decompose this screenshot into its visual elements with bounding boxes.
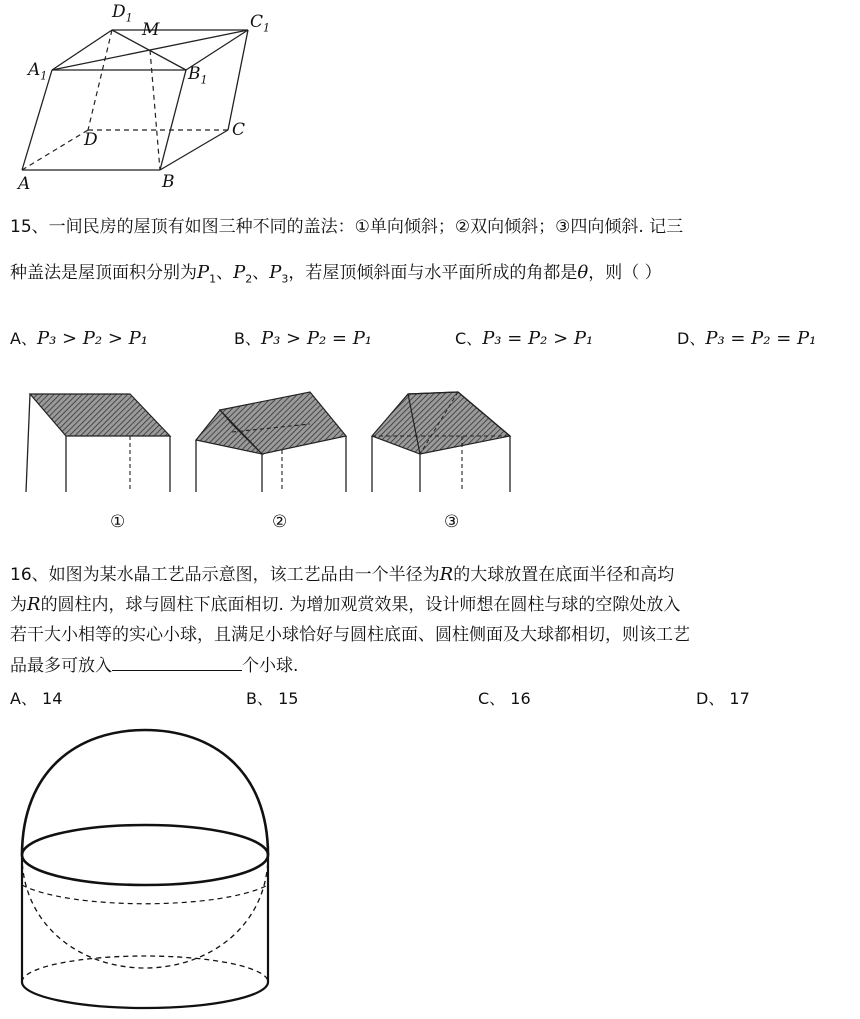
q15-option-b: B、P₃ > P₂ = P₁ <box>234 328 373 349</box>
q16-line2: 为R的圆柱内，球与圆柱下底面相切. 为增加观赏效果，设计师想在圆柱与球的空隙处放入 <box>10 594 681 615</box>
roof-label-1: ① <box>110 512 126 532</box>
label-M: M <box>142 20 160 40</box>
q16-line4: 品最多可放入 个小球. <box>10 656 299 676</box>
label-A1: $A_1$ <box>28 60 48 83</box>
answer-blank <box>112 654 242 671</box>
label-D1: $D_1$ <box>112 2 133 25</box>
roof-2 <box>196 392 346 492</box>
roof-label-3: ③ <box>444 512 460 532</box>
q15-line1: 15、一间民房的屋顶有如图三种不同的盖法：①单向倾斜；②双向倾斜；③四向倾斜. 记三 <box>10 217 684 237</box>
q15-line2: 种盖法是屋顶面积分别为$P_1$、$P_2$、$P_3$，若屋顶倾斜面与水平面所成的角都是θ，则（ ） <box>10 262 662 286</box>
roof-label-2: ② <box>272 512 288 532</box>
q15-option-d: D、P₃ = P₂ = P₁ <box>677 328 817 349</box>
roof-3 <box>372 392 510 492</box>
q15-option-c: C、P₃ = P₂ > P₁ <box>455 328 594 349</box>
q16-option-a: A、 14 <box>10 689 63 708</box>
q16-line1: 16、如图为某水晶工艺品示意图，该工艺品由一个半径为R的大球放置在底面半径和高均 <box>10 564 675 585</box>
label-C1: $C_1$ <box>250 12 271 35</box>
prism-figure <box>0 0 300 200</box>
q16-line3: 若干大小相等的实心小球，且满足小球恰好与圆柱底面、圆柱侧面及大球都相切，则该工艺 <box>10 625 690 645</box>
roof-1 <box>26 394 170 492</box>
sphere-cylinder-drawing <box>0 720 300 1019</box>
q16-option-c: C、 16 <box>478 689 531 708</box>
roof-figures <box>0 380 540 540</box>
sphere-cylinder-figure <box>0 720 300 1019</box>
label-A: A <box>18 174 31 194</box>
label-C: C <box>232 120 246 140</box>
q15-option-a: A、P₃ > P₂ > P₁ <box>10 328 148 349</box>
label-D: D <box>84 130 98 150</box>
label-B: B <box>162 172 175 192</box>
label-B1: $B_1$ <box>188 64 208 87</box>
q16-option-b: B、 15 <box>246 689 299 708</box>
q16-option-d: D、 17 <box>696 689 750 708</box>
